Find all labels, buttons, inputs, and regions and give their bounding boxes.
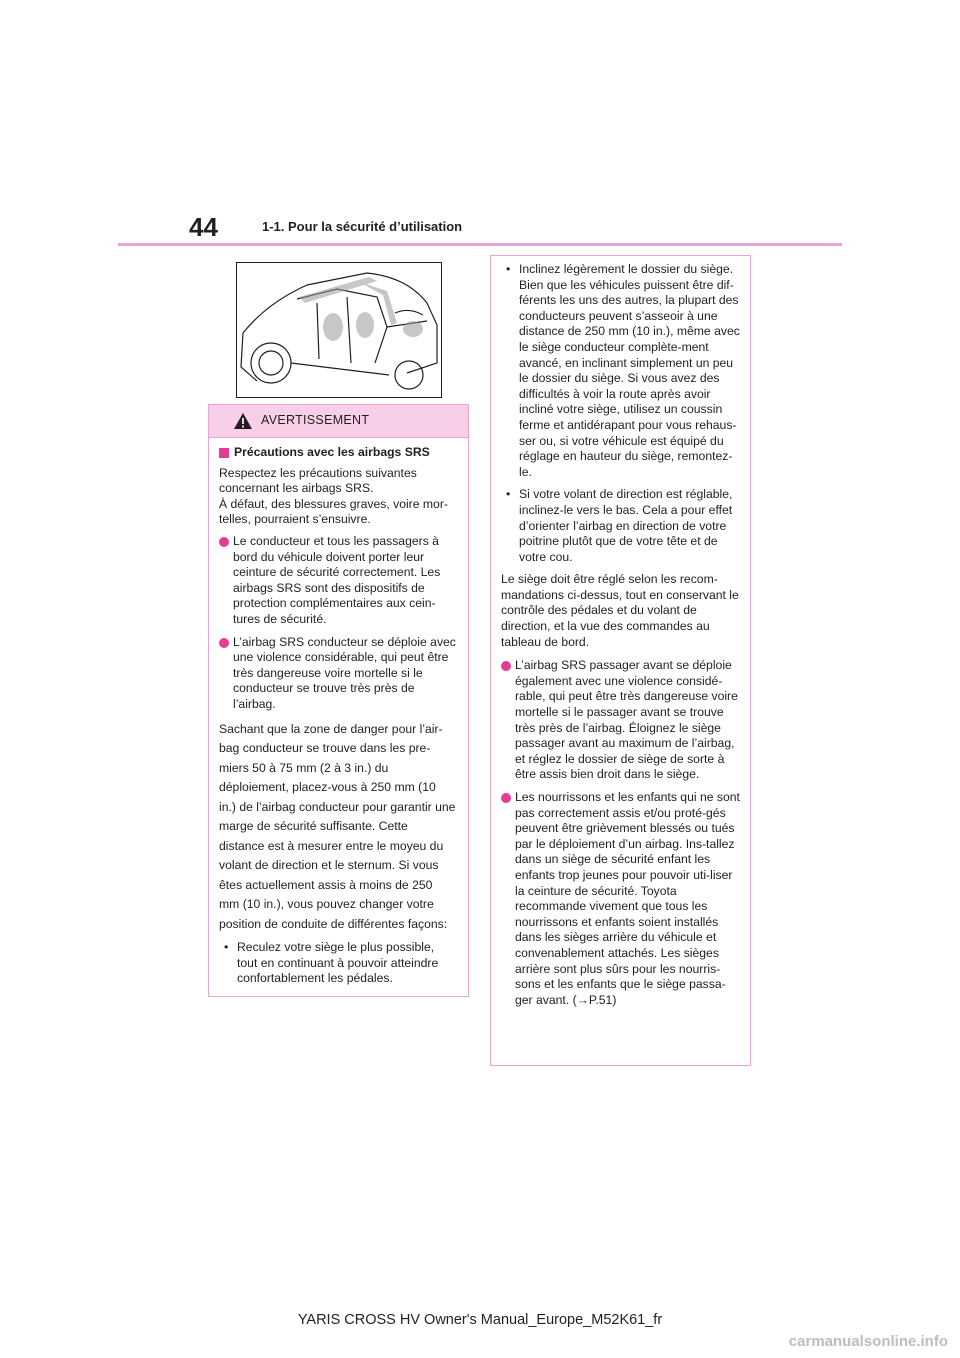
warning-header [209,405,468,438]
car-illustration-icon [237,263,441,397]
right-dash-item-1 [501,262,740,480]
section-title: 1-1. Pour la sécurité d’utilisation [262,219,463,234]
right-bullet-1 [501,658,740,783]
warning-box [208,404,469,997]
bullet-text: Les nourrissons et les enfants qui ne sont pas correctement assis et/ou proté-gés peuvent être grièvement blessés ou tués par le déploiement d’un airbag. Ins-tallez dans un siège de sécurité enfant les enfants trop jeunes pour pouvoir uti-liser la ceinture de sécurité. Toyota recommande vivement que tous les nourrissons et enfants soient installés dans les sièges arrière du véhicule et convenablement attachés. Les sièges arrière sont plus sûrs pour les nourris-sons et les enfants que le siège passa-ger avant. (→P.51) [515,790,740,1007]
round-bullet-icon [501,661,511,671]
document-footer: YARIS CROSS HV Owner's Manual_Europe_M52K61_fr [297,1312,663,1328]
warning-bullet-1 [219,534,456,628]
bullet-text: L’airbag SRS conducteur se déploie avec une violence considérable, qui peut être très dangereuse voire mortelle si le conducteur se trouve très près de l’airbag. [233,634,456,711]
bullet-text: L’airbag SRS passager avant se déploie également avec une violence considé-rable, qui peut être très dangereuse voire mortelle si le passager avant se trouve très près de l’airbag. Éloignez le siège passager avant au maximum de l’airbag, et réglez le dossier de siège de sorte à être assis bien droit dans le siège. [515,658,738,782]
dash-text: Si votre volant de direction est réglable, inclinez-le vers le bas. Cela a pour effet d’orienter l’airbag en direction de votre poitrine plutôt que de votre tête et de votre cou. [519,487,733,564]
dash-bullet-icon: • [506,487,511,502]
warning-dash-item [219,940,456,987]
warning-box-continued [490,255,751,1066]
warning-triangle-icon [233,412,253,430]
round-bullet-icon [219,638,229,648]
warning-label: AVERTISSEMENT [261,413,370,427]
dash-bullet-icon: • [224,940,229,954]
right-paragraph: Le siège doit être réglé selon les recom-mandations ci-dessus, tout en conservant le contrôle des pédales et du volant de direction, et la vue des commandes au tableau de bord. [501,572,739,649]
watermark: carmanualsonline.info [788,1333,948,1350]
square-bullet-icon [219,448,229,458]
warning-bullet-2 [219,635,456,713]
right-dash-item-2 [501,487,740,565]
dash-bullet-icon: • [506,262,511,276]
warning-intro [219,466,456,528]
dash-text: Reculez votre siège le plus possible, tout en continuant à pouvoir atteindre confortablement les pédales. [237,940,439,986]
bullet-text: Le conducteur et tous les passagers à bord du véhicule doivent porter leur ceinture de sécurité correctement. Les airbags SRS sont des dispositifs de protection complémentaires aux cein-tures de sécurité. [233,533,441,626]
page-number: 44 [189,212,218,242]
round-bullet-icon [219,537,229,547]
header-rule [118,243,842,246]
warning-intro2-text: À défaut, des blessures graves, voire mor-telles, pourraient s’ensuivre. [219,496,448,527]
right-bullet-2 [501,790,740,1008]
dash-text: Inclinez légèrement le dossier du siège. Bien que les véhicules puissent être dif-férents les uns des autres, la plupart des conducteurs peuvent s’asseoir à une distance de 250 mm (10 in.), même avec le siège conducteur complète-ment avancé, en inclinant simplement un peu le dossier du siège. Si vous avez des difficultés à voir la route après avoir incliné votre siège, utilisez un coussin ferme et antidérapant pour vous rehaus-ser ou, si votre véhicule est équipé du réglage en hauteur du siège, remontez-le. [519,262,740,479]
warning-intro-text: Respectez les précautions suivantes concernant les airbags SRS. [219,465,417,496]
warning-heading [219,445,456,461]
warning-heading-text: Précautions avec les airbags SRS [234,445,430,459]
warning-paragraph: Sachant que la zone de danger pour l’air-bag conducteur se trouve dans les pre-miers 50 à 75 mm (2 à 3 in.) du déploiement, placez-vous à 250 mm (10 in.) de l’airbag conducteur pour garantir une marge de sécurité suffisante. Cette distance est à mesurer entre le moyeu du volant de direction et le sternum. Si vous êtes actuellement assis à moins de 250 mm (10 in.), vous pouvez changer votre position de conduite de différentes façons: [219,721,456,931]
round-bullet-icon [501,793,511,803]
car-airbag-illustration [236,262,442,398]
